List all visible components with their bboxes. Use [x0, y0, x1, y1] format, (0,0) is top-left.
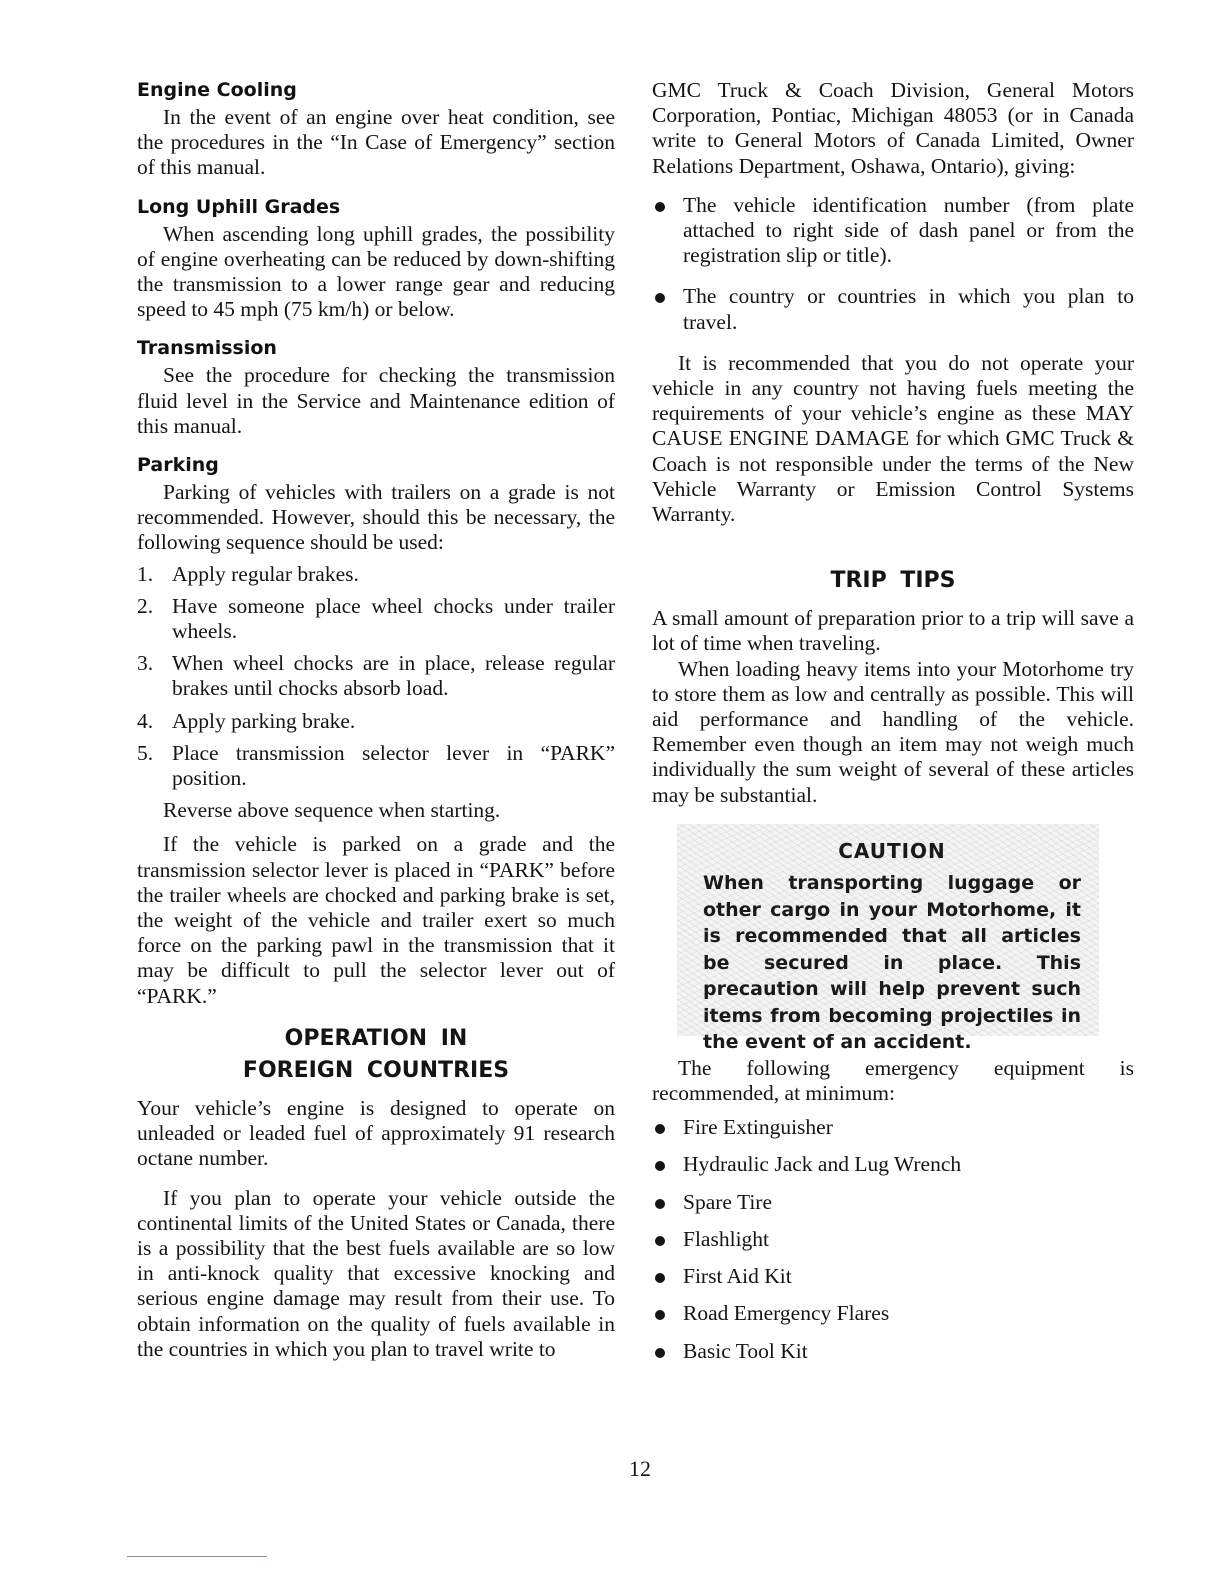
transmission-section: [137, 336, 615, 439]
bullet-text: Flashlight: [683, 1226, 770, 1251]
list-item: [652, 1190, 1134, 1215]
body-paragraph: When ascending long uphill grades, the possibility of engine overheating can be reduced by down-shifting the transmission to a lower range gear and reducing speed to 45 mph (75 km/h) or below.: [137, 221, 615, 322]
section-heading: [137, 1023, 615, 1087]
body-paragraph: If you plan to operate your vehicle outside the continental limits of the United States or Canada, there is a possibility that the best fuels available are so low in anti-knock quality that excessive knocking and serious engine damage may result from their use. To obtain information on the quality of fuels available in the countries in which you plan to travel write to: [137, 1185, 615, 1361]
section-heading: TRIP TIPS: [830, 568, 956, 594]
step-text: Have someone place wheel chocks under trailer wheels.: [172, 593, 615, 644]
list-item: [137, 594, 615, 644]
body-paragraph: It is recommended that you do not operate your vehicle in any country not having fuels meeting the requirements of your vehicle’s engine as these MAY CAUSE ENGINE DAMAGE for which GMC Truck & Coach is not responsible under the terms of the New Vehicle Warranty or Emission Control Systems Warranty.: [652, 350, 1134, 527]
step-number: 2.: [137, 593, 154, 618]
parking-section: [137, 453, 615, 1009]
bullet-icon: [655, 293, 665, 303]
trip-tips-section: [652, 565, 1134, 808]
body-paragraph: GMC Truck & Coach Division, General Motors Corporation, Pontiac, Michigan 48053 (or in Canada write to General Motors of Canada Limited, Owner Relations Department, Oshawa, Ontario), giving:: [652, 78, 1134, 178]
section-heading: Transmission: [137, 337, 277, 360]
body-paragraph: Reverse above sequence when starting.: [163, 798, 501, 823]
list-item: [652, 1115, 1134, 1140]
bullet-text: Road Emergency Flares: [683, 1301, 890, 1326]
list-item: [652, 1339, 1134, 1364]
body-paragraph: A small amount of preparation prior to a trip will save a lot of time when traveling.: [652, 606, 1134, 656]
info-bullet-list: [652, 193, 1134, 335]
left-column: [137, 78, 615, 1362]
bullet-icon: [655, 1199, 665, 1209]
bullet-text: The vehicle identification number (from plate attached to right side of dash panel or from the registration slip or title).: [683, 192, 1134, 268]
heading-line: FOREIGN COUNTRIES: [242, 1057, 510, 1083]
page-number: 12: [629, 1456, 651, 1481]
right-column: [652, 78, 1134, 1376]
body-paragraph: The following emergency equipment is recommended, at minimum:: [652, 1055, 1134, 1106]
section-heading: Parking: [137, 454, 219, 477]
section-heading: Engine Cooling: [137, 79, 297, 101]
list-item: [137, 651, 615, 701]
body-paragraph: In the event of an engine over heat condition, see the procedures in the “In Case of Emergency” section of this manual.: [137, 105, 615, 180]
heading-line: OPERATION IN: [284, 1025, 468, 1051]
step-number: 4.: [137, 708, 154, 733]
bullet-text: The country or countries in which you plan to travel.: [683, 284, 1134, 334]
bullet-text: Hydraulic Jack and Lug Wrench: [683, 1152, 962, 1177]
section-heading: Long Uphill Grades: [137, 195, 341, 218]
step-text: Apply parking brake.: [172, 708, 356, 733]
engine-cooling-section: [137, 78, 615, 181]
list-item: [652, 284, 1134, 334]
list-item: [652, 1227, 1134, 1252]
parking-steps-list: [137, 562, 615, 792]
body-paragraph: If the vehicle is parked on a grade and the transmission selector lever is placed in “PARK” before the trailer wheels are chocked and parking brake is set, the weight of the vehicle and trailer exert so much force on the parking pawl in the transmission that it may be difficult to pull the selector lever out of “PARK.”: [137, 832, 615, 1008]
caution-title: CAUTION: [838, 838, 946, 863]
bullet-icon: [655, 1273, 665, 1283]
bullet-text: Fire Extinguisher: [683, 1115, 833, 1140]
list-item: [652, 1301, 1134, 1326]
divider: [127, 1556, 267, 1557]
bullet-text: First Aid Kit: [683, 1264, 792, 1289]
bullet-text: Basic Tool Kit: [683, 1338, 808, 1363]
long-uphill-grades-section: [137, 195, 615, 323]
step-number: 1.: [137, 561, 154, 586]
body-paragraph: Your vehicle’s engine is designed to operate on unleaded or leaded fuel of approximately 91 research octane number.: [137, 1095, 615, 1171]
bullet-icon: [655, 1310, 665, 1320]
bullet-icon: [655, 1161, 665, 1171]
caution-box: [677, 824, 1099, 1054]
step-number: 3.: [137, 651, 154, 676]
bullet-icon: [655, 1124, 665, 1134]
bullet-icon: [655, 1348, 665, 1358]
foreign-countries-section: [137, 1023, 615, 1362]
bullet-icon: [655, 202, 665, 212]
bullet-icon: [655, 1236, 665, 1246]
step-text: Place transmission selector lever in “PARK” position.: [172, 740, 615, 791]
list-item: [652, 1152, 1134, 1177]
body-paragraph: When loading heavy items into your Motorhome try to store them as low and centrally as possible. This will aid performance and handling of the vehicle. Remember even though an item may not weigh much individually the sum weight of several of these articles may be substantial.: [652, 656, 1134, 807]
body-paragraph: Parking of vehicles with trailers on a grade is not recommended. However, should this be necessary, the following sequence should be used:: [137, 480, 615, 555]
list-item: [137, 709, 615, 734]
list-item: [137, 562, 615, 587]
step-text: When wheel chocks are in place, release regular brakes until chocks absorb load.: [172, 651, 615, 701]
step-number: 5.: [137, 740, 154, 765]
list-item: [652, 193, 1134, 269]
step-text: Apply regular brakes.: [172, 561, 359, 586]
list-item: [652, 1264, 1134, 1289]
bullet-text: Spare Tire: [683, 1189, 772, 1214]
caution-text: When transporting luggage or other cargo in your Motorhome, it is recommended that all articles be secured in place. This precaution will help prevent such items from becoming projectiles in the event of an accident.: [703, 872, 1081, 1054]
body-paragraph: See the procedure for checking the transmission fluid level in the Service and Maintenance edition of this manual.: [137, 363, 615, 438]
equipment-list: [652, 1115, 1134, 1363]
list-item: [137, 741, 615, 791]
